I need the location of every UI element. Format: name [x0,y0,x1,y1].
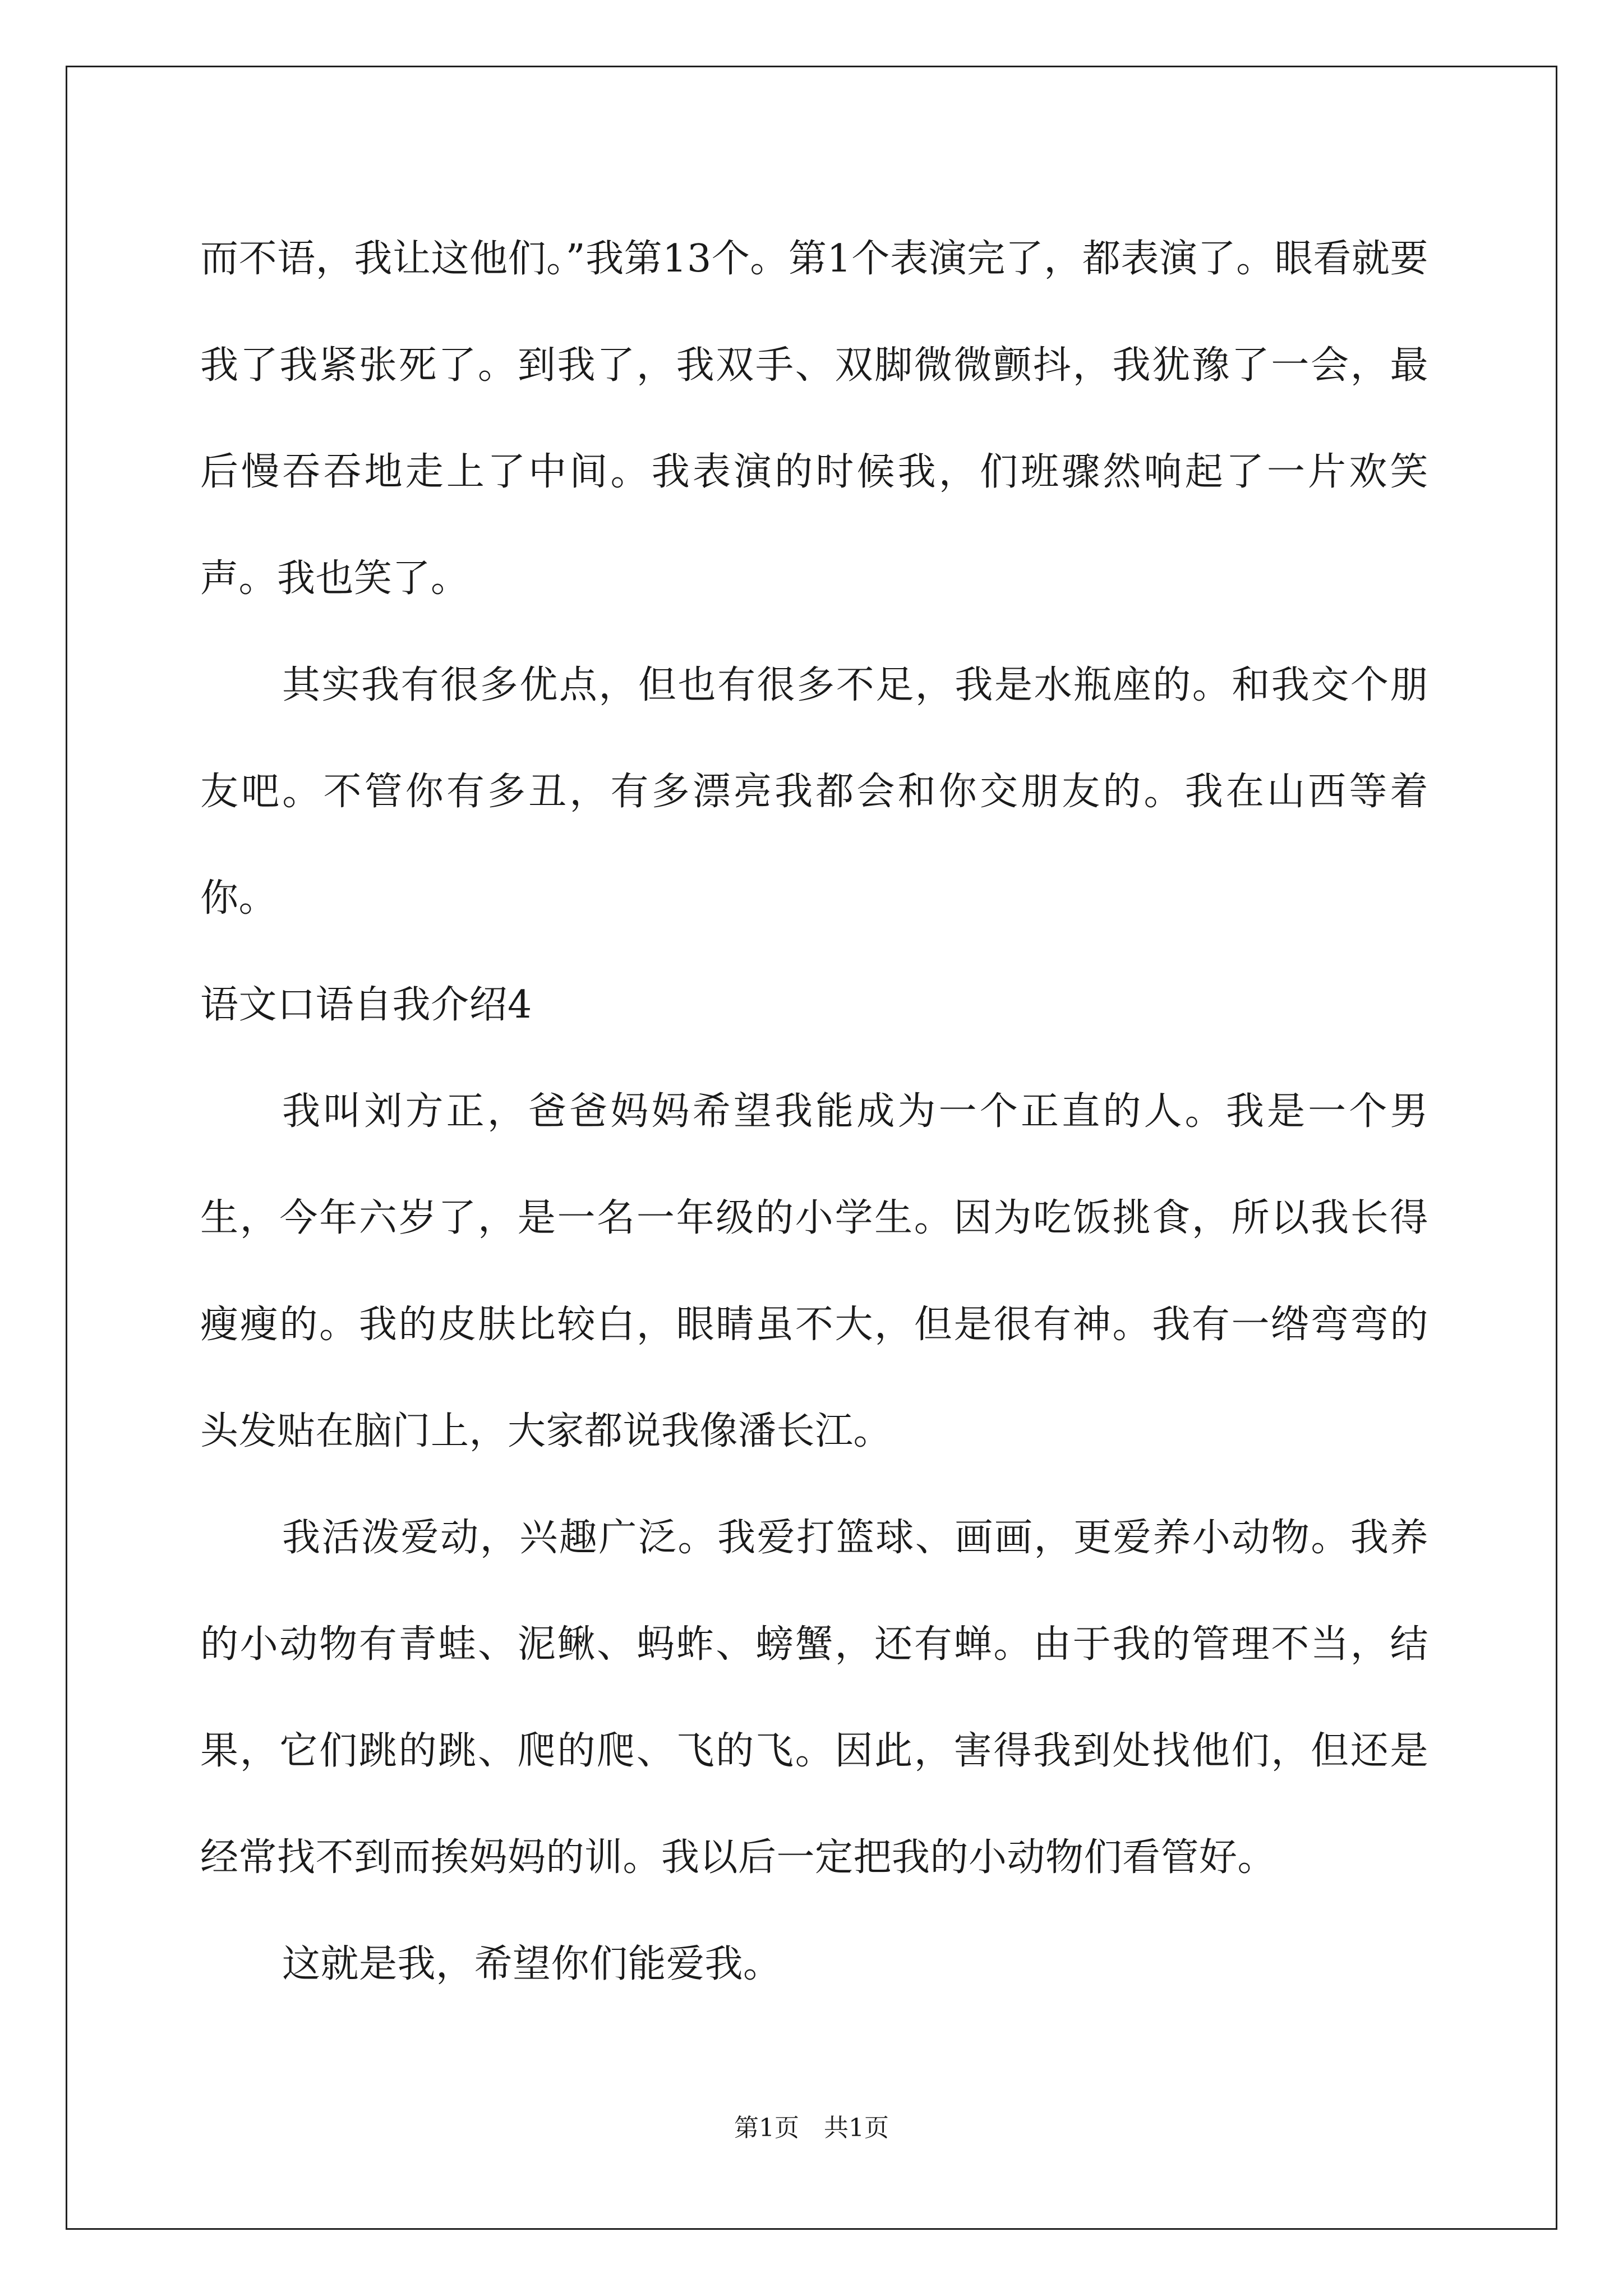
paragraph-2: 其实我有很多优点，但也有很多不足，我是水瓶座的。和我交个朋友吧。不管你有多丑，有多漂亮我都会和你交朋友的。我在山西等着你。 [200,663,1428,921]
page-footer: 第1页 共1页 [734,2114,889,2142]
paragraph-5: 这就是我，希望你们能爱我。 [282,1942,782,1986]
section-heading: 语文口语自我介绍4 [200,983,532,1027]
paragraph-3: 我叫刘方正，爸爸妈妈希望我能成为一个正直的人。我是一个男生，今年六岁了，是一名一年级的小学生。因为吃饭挑食，所以我长得瘦瘦的。我的皮肤比较白，眼睛虽不大，但是很有神。我有一绺弯弯的头发贴在脑门上，大家都说我像潘长江。 [200,1089,1428,1453]
paragraph-1: 而不语，我让这他们。”我第13个。第1个表演完了，都表演了。眼看就要我了我紧张死了。到我了，我双手、双脚微微颤抖，我犹豫了一会，最后慢吞吞地走上了中间。我表演的时候我，们班骤然响起了一片欢笑声。我也笑了。 [200,237,1428,601]
document-body [200,206,1428,2018]
paragraph-4: 我活泼爱动，兴趣广泛。我爱打篮球、画画，更爱养小动物。我养的小动物有青蛙、泥鳅、蚂蚱、螃蟹，还有蝉。由于我的管理不当，结果，它们跳的跳、爬的爬、飞的飞。因此，害得我到处找他们，但还是经常找不到而挨妈妈的训。我以后一定把我的小动物们看管好。 [200,1516,1428,1880]
